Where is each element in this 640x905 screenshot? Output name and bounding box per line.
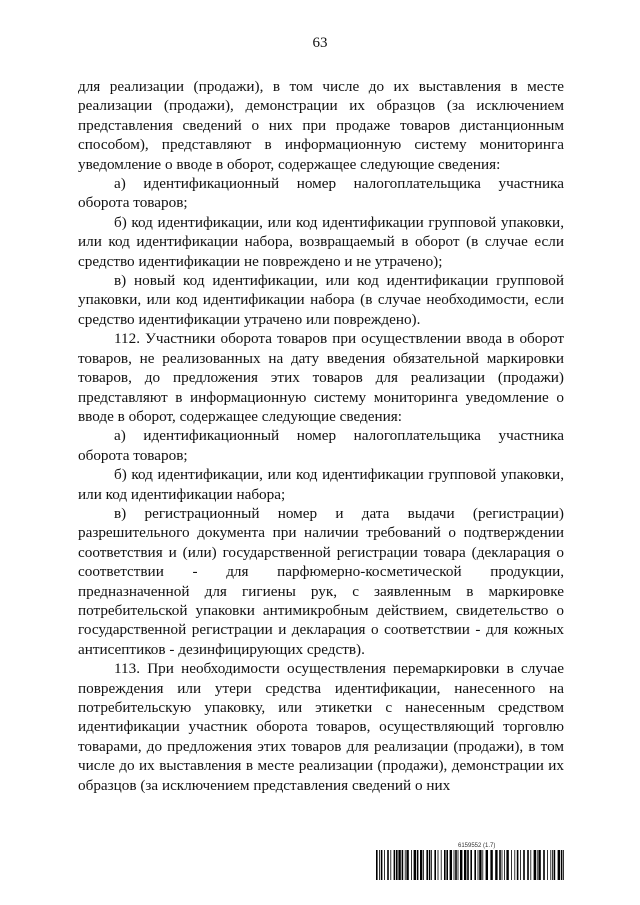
paragraph: 112. Участники оборота товаров при осуществлении ввода в оборот товаров, не реализованных на дату введения обязательной маркировки товаров, до предложения этих товаров для реализации (продажи) представляют в информационную систему мониторинга уведомление о вводе в оборот, содержащее следующие сведения: [78,330,564,425]
paragraph: для реализации (продажи), в том числе до их выставления в месте реализации (продажи), демонстрации их образцов (за исключением представления сведений о них при продаже товаров дистанционным способом), представляют в информационную систему мониторинга уведомление о вводе в оборот, содержащее следующие сведения: [78,78,564,173]
paragraph: а) идентификационный номер налогоплательщика участника оборота товаров; [78,427,564,464]
paragraph: б) код идентификации, или код идентификации групповой упаковки, или код идентификации набора, возвращаемый в оборот (в случае если средство идентификации не повреждено и не утрачено); [78,213,564,270]
paragraph: в) новый код идентификации, или код идентификации групповой упаковки, или код идентификации набора (в случае необходимости, если средство идентификации утрачено или повреждено). [78,272,564,328]
page-number: 63 [312,35,328,51]
paragraph: б) код идентификации, или код идентификации групповой упаковки, или код идентификации набора; [78,466,564,503]
paragraph: в) регистрационный номер и дата выдачи (регистрации) разрешительного документа при наличии требований о подтверждении соответствия и (или) государственной регистрации товара (декларация о соответствии - для парфюмерно-косметической продукции, предназначенной для гигиены рук, с заявленным в маркировке потребительской упаковки антимикробным действием, свидетельство о государственной регистрации и декларация о соответствии - для кожных антисептиков - дезинфицирующих средств). [78,504,564,658]
barcode [376,850,564,880]
barcode-caption: 6159552 (1.7) [458,843,496,849]
body-text [78,77,564,795]
paragraph: а) идентификационный номер налогоплательщика участника оборота товаров; [78,175,564,212]
paragraph: 113. При необходимости осуществления перемаркировки в случае повреждения или утери средства идентификации, нанесенного на потребительскую упаковку, или этикетки с нанесенным средством идентификации участник оборота товаров, осуществляющий торговлю товарами, до предложения этих товаров для реализации (продажи), в том числе до их выставления в месте реализации (продажи), демонстрации их образцов (за исключением представления сведений о них [78,660,564,794]
